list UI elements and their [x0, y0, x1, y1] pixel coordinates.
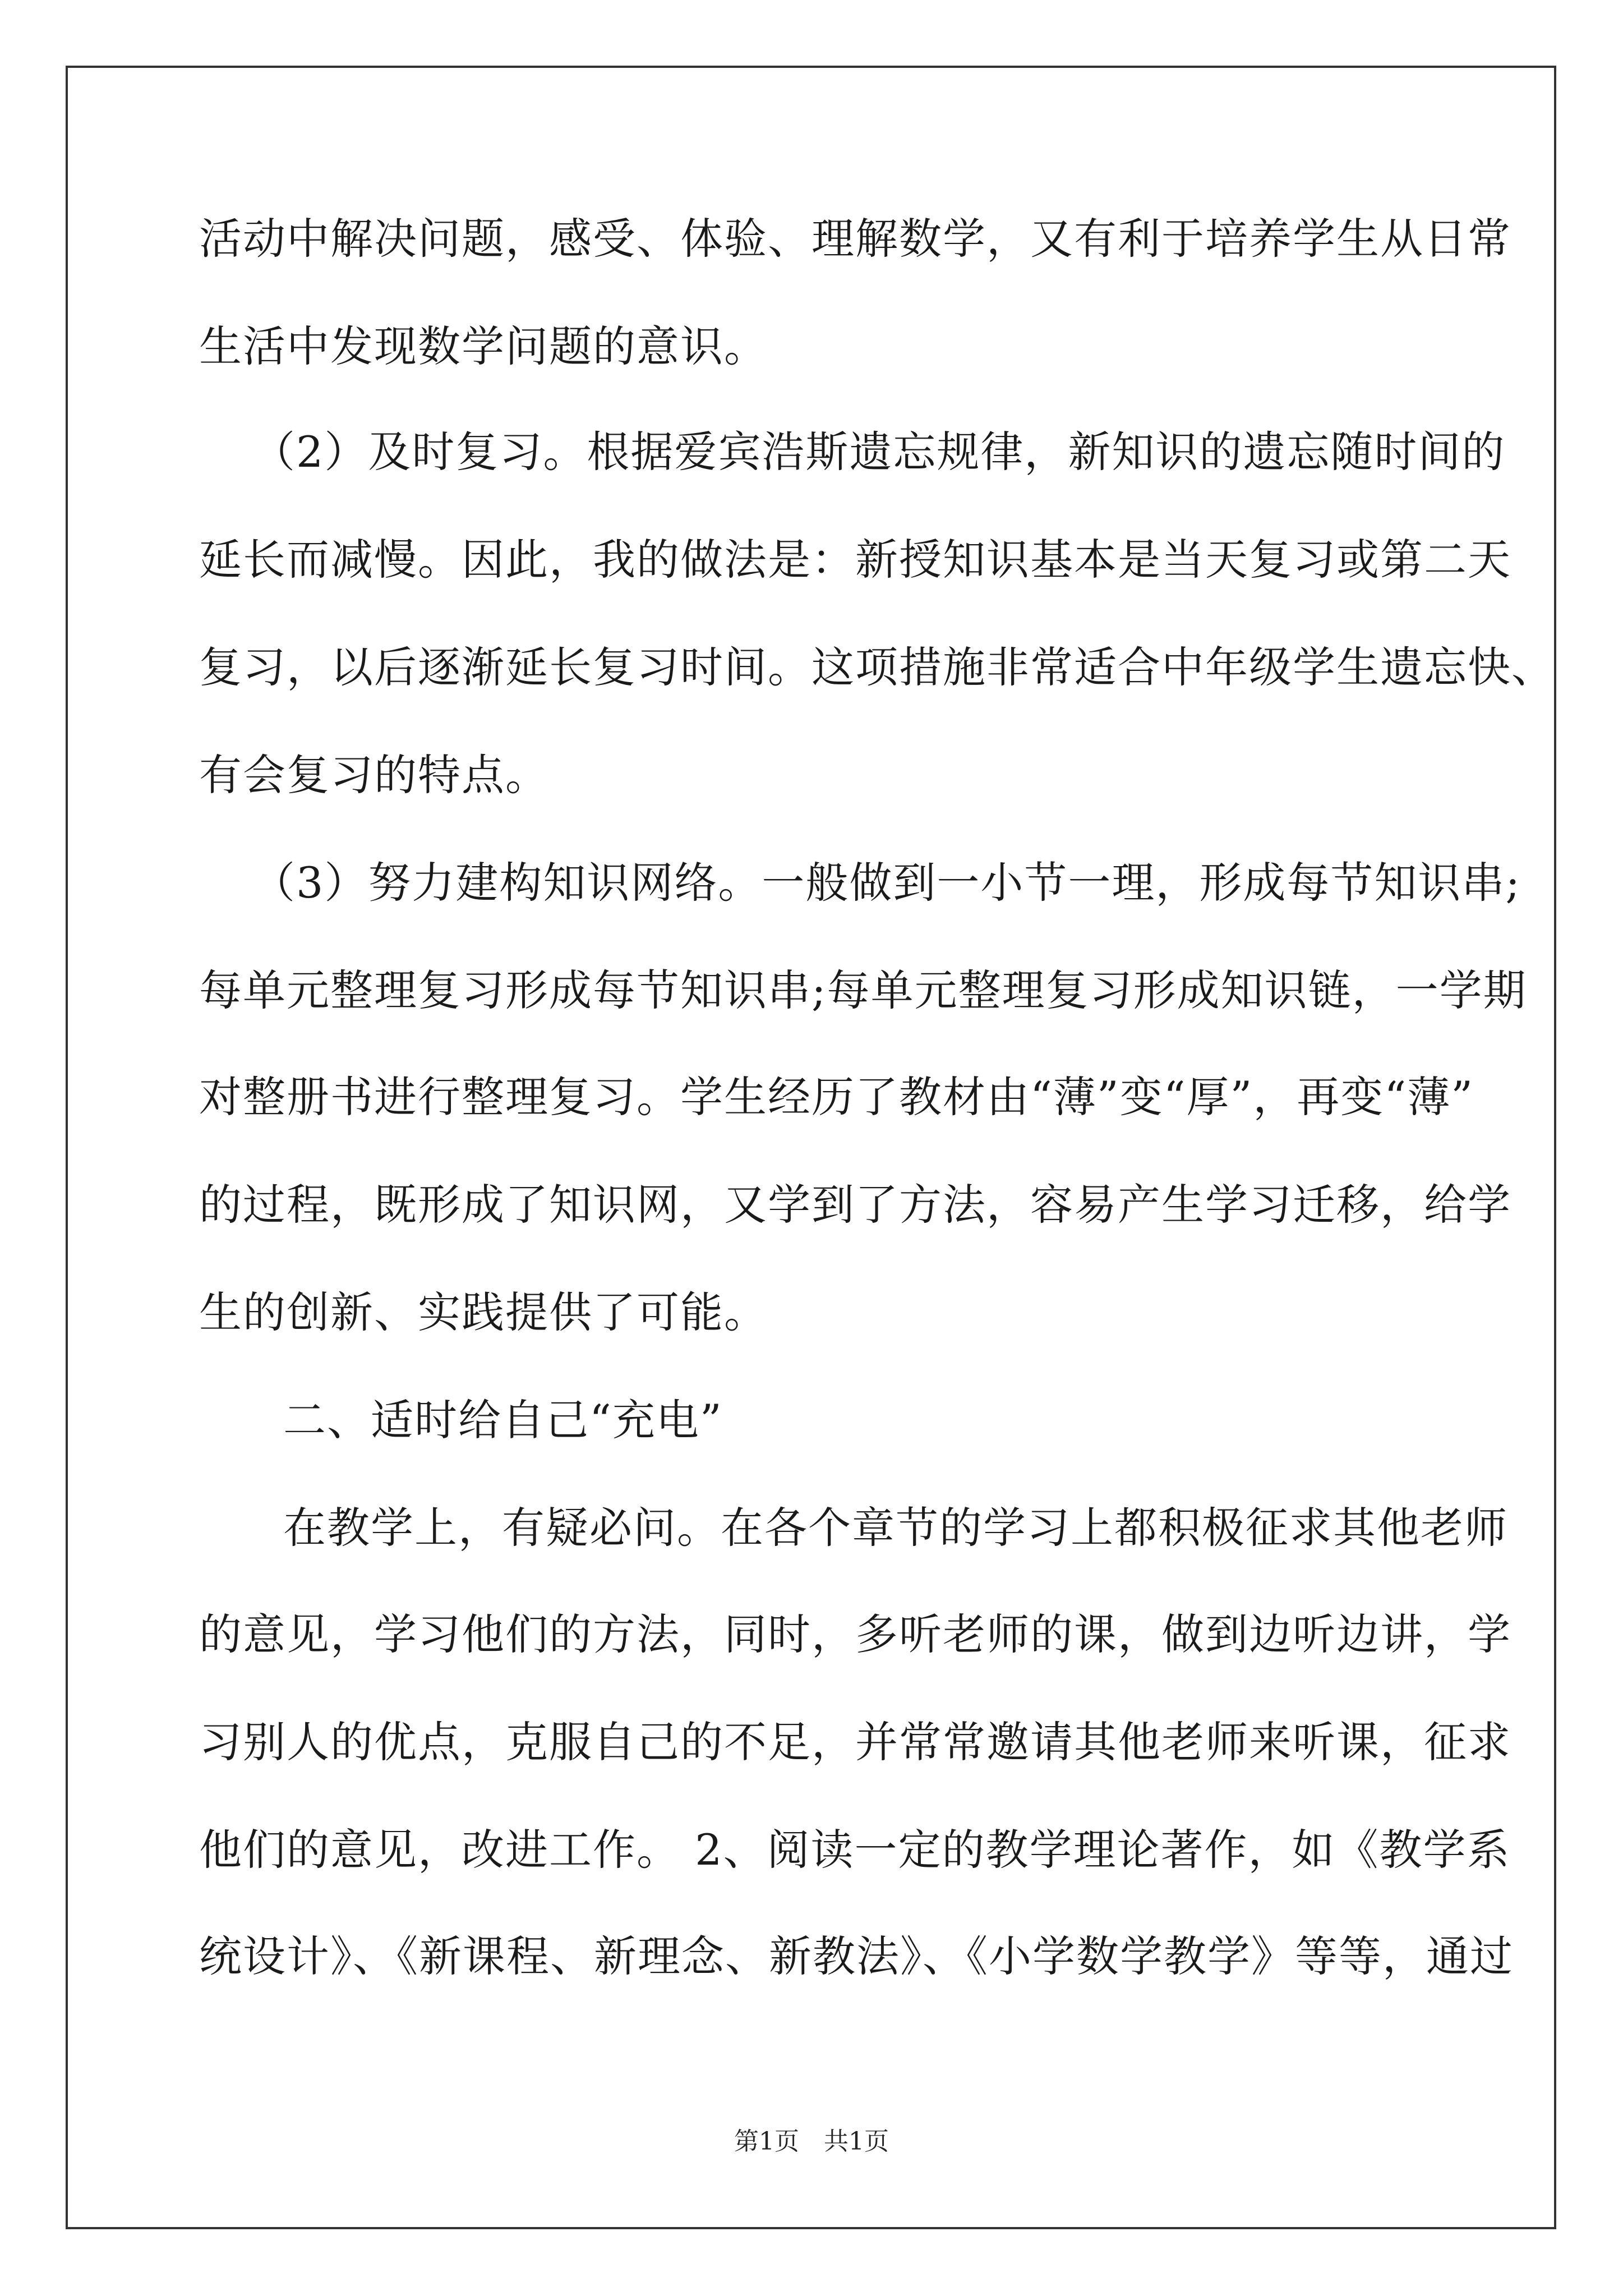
text-line: 在教学上，有疑必问。在各个章节的学习上都积极征求其他老师 [283, 1503, 1508, 1553]
text-line: 有会复习的特点。 [199, 750, 549, 800]
text-line: 他们的意见，改进工作。 2、阅读一定的教学理论著作，如《教学系 [199, 1825, 1511, 1875]
page-number-footer: 第1页 共1页 [734, 2127, 889, 2156]
text-line: （3）努力建构知识网络。一般做到一小节一理，形成每节知识串; [252, 858, 1521, 908]
text-line: 习别人的优点，克服自己的不足，并常常邀请其他老师来听课，征求 [199, 1717, 1511, 1767]
text-line: 延长而减慢。因此，我的做法是：新授知识基本是当天复习或第二天 [199, 535, 1511, 585]
text-line: 复习，以后逐渐延长复习时间。这项措施非常适合中年级学生遗忘快、 [199, 642, 1555, 692]
text-line: 生的创新、实践提供了可能。 [199, 1287, 768, 1337]
section-heading: 二、适时给自己“充电” [283, 1395, 723, 1445]
text-line: 每单元整理复习形成每节知识串;每单元整理复习形成知识链，一学期 [199, 965, 1527, 1015]
text-line: 对整册书进行整理复习。学生经历了教材由“薄”变“厚”，再变“薄” [199, 1072, 1474, 1122]
text-line: 的意见，学习他们的方法，同时，多听老师的课，做到边听边讲，学 [199, 1609, 1511, 1659]
text-line: 统设计》、《新课程、新理念、新教法》、《小学数学教学》等等，通过 [199, 1931, 1514, 1981]
text-line: 的过程，既形成了知识网，又学到了方法，容易产生学习迁移，给学 [199, 1180, 1511, 1230]
text-line: （2）及时复习。根据爱宾浩斯遗忘规律，新知识的遗忘随时间的 [252, 427, 1506, 477]
text-line: 活动中解决问题，感受、体验、理解数学，又有利于培养学生从日常 [199, 214, 1511, 264]
text-line: 生活中发现数学问题的意识。 [199, 321, 768, 371]
page-border [66, 66, 1556, 2229]
